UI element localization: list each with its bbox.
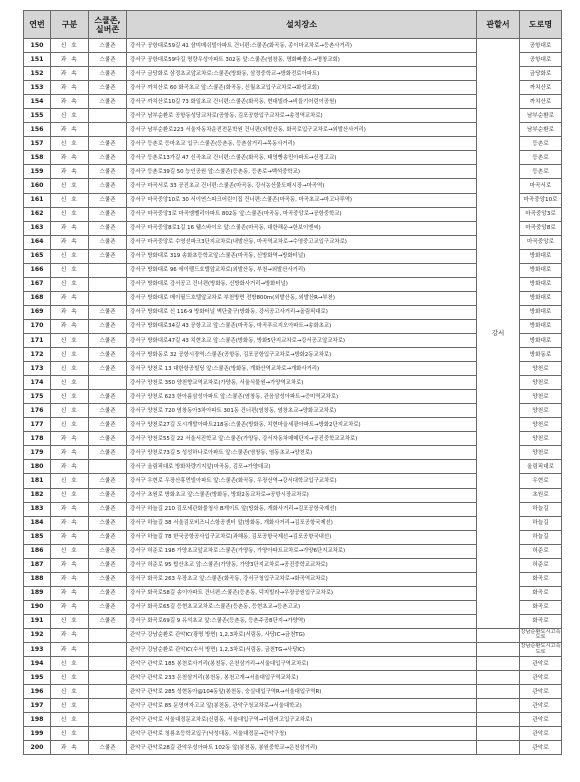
row-school-zone [89, 713, 127, 727]
table-row [24, 39, 562, 53]
row-type: 과 속 [51, 643, 89, 657]
header-school-zone-line2: 실버존 [95, 24, 120, 34]
row-type: 신 호 [51, 390, 89, 404]
row-location: 강서구 화곡로65길 등현초교교차로:스쿨존(등촌동, 등현초교→등촌고교) [127, 600, 477, 614]
row-road: 까치산로 [520, 81, 562, 95]
row-type: 과 속 [51, 741, 89, 755]
row-location: 강서구 방화동로 32 공항시장역:스쿨존(공항동, 김포공항입구교차로→방화2동교차로) [127, 348, 477, 362]
row-road: 공항대로 [520, 39, 562, 53]
row-school-zone: 스쿨존 [89, 418, 127, 432]
row-location: 관악구 강남순환로 관악IC(수서 방면) 1,2,3차로(서림동, 금천TG→사당IC) [127, 643, 477, 657]
row-number: 150 [24, 39, 51, 53]
row-road: 관악로 [520, 699, 562, 713]
row-school-zone: 스쿨존 [89, 586, 127, 600]
row-location: 관악구 관악로 185 봉천로사거리(봉천동, 은천삼거리→서울대입구역교차로) [127, 657, 477, 671]
row-type: 신 호 [51, 249, 89, 263]
row-number: 158 [24, 151, 51, 165]
row-number: 174 [24, 376, 51, 390]
row-type: 과 속 [51, 151, 89, 165]
row-type: 신 호 [51, 657, 89, 671]
row-school-zone: 스쿨존 [89, 741, 127, 755]
row-type: 과 속 [51, 291, 89, 305]
row-school-zone: 스쿨존 [89, 572, 127, 586]
row-type: 신 호 [51, 277, 89, 291]
row-school-zone [89, 628, 127, 642]
header-row [24, 11, 562, 39]
jurisdiction-cell-empty [477, 685, 520, 699]
row-road: 양천로 [520, 418, 562, 432]
row-school-zone: 스쿨존 [89, 474, 127, 488]
jurisdiction-cell-empty [477, 643, 520, 657]
row-road: 방화대로 [520, 333, 562, 347]
row-location: 강서구 남부순환로223 서울자동차운전전문학원 건너편(외발산동, 화곡로입구교차로→외발산사거리) [127, 123, 477, 137]
row-road: 마곡중앙3로 [520, 207, 562, 221]
row-school-zone [89, 291, 127, 305]
row-location: 강서구 하늘길 78 한국공항공사입구교차로(과해동, 김포공항국제선→김포공항국내선) [127, 530, 477, 544]
row-type: 신 호 [51, 376, 89, 390]
row-school-zone: 스쿨존 [89, 544, 127, 558]
row-number: 161 [24, 193, 51, 207]
row-location: 강서구 올림픽대로 방화차량기지앞(마곡동, 김포→가양대교) [127, 460, 477, 474]
row-road: 양천로 [520, 376, 562, 390]
row-road: 마곡중앙10로 [520, 193, 562, 207]
row-number: 151 [24, 53, 51, 67]
row-school-zone: 스쿨존 [89, 362, 127, 376]
row-number: 177 [24, 418, 51, 432]
table-row [24, 628, 562, 642]
row-type: 신 호 [51, 418, 89, 432]
row-number: 196 [24, 685, 51, 699]
row-number: 157 [24, 137, 51, 151]
row-road: 우현로 [520, 474, 562, 488]
row-number: 169 [24, 305, 51, 319]
row-location: 강서구 하늘길 38 서울김포비즈니스항공센터 앞(방화동, 개화사거리→김포공항국제선) [127, 516, 477, 530]
row-school-zone: 스쿨존 [89, 404, 127, 418]
row-type: 과 속 [51, 81, 89, 95]
row-type: 과 속 [51, 221, 89, 235]
table-row [24, 685, 562, 699]
jurisdiction-cell-empty [477, 699, 520, 713]
row-type: 신 호 [51, 699, 89, 713]
row-road: 허준로 [520, 544, 562, 558]
row-type: 과 속 [51, 460, 89, 474]
table-row [24, 741, 562, 755]
row-school-zone: 스쿨존 [89, 348, 127, 362]
row-type: 신 호 [51, 179, 89, 193]
row-type: 과 속 [51, 165, 89, 179]
row-school-zone: 스쿨존 [89, 39, 127, 53]
row-number: 171 [24, 333, 51, 347]
row-number: 170 [24, 319, 51, 333]
row-location: 강서구 양천로55길 22 서울서진학교 앞:스쿨존(가양동, 강서자동차매매단지→공진중학교교차로) [127, 432, 477, 446]
row-number: 178 [24, 432, 51, 446]
row-type: 과 속 [51, 530, 89, 544]
header-location: 설치장소 [127, 11, 477, 39]
row-number: 165 [24, 249, 51, 263]
row-number: 194 [24, 657, 51, 671]
document-sheet [23, 10, 561, 755]
row-number: 155 [24, 109, 51, 123]
row-location: 관악구 관악로 233 은천삼거리(봉천동, 봉천고개→서울대입구역교차로) [127, 671, 477, 685]
row-road: 방화대로 [520, 291, 562, 305]
row-location: 강서구 까치산로 60 화곡초교 앞:스쿨존(화곡동, 신월초교입구교차로→화성교회) [127, 81, 477, 95]
row-number: 168 [24, 291, 51, 305]
row-number: 189 [24, 586, 51, 600]
row-location: 강서구 화곡로 263 우장초교 앞:스쿨존(화곡동, 강서구청입구교차로→화곡역교차로) [127, 572, 477, 586]
row-location: 강서구 우현로 우장산휴먼빌아파트 앞:스쿨존(화곡동, 우장산역→강서대학교입구교차로) [127, 474, 477, 488]
row-type: 과 속 [51, 235, 89, 249]
row-road: 등촌로 [520, 165, 562, 179]
row-type: 과 속 [51, 53, 89, 67]
row-school-zone [89, 671, 127, 685]
jurisdiction-cell: 강서 [477, 39, 520, 629]
row-number: 152 [24, 67, 51, 81]
row-road: 방화대로 [520, 249, 562, 263]
row-location: 관악구 관악로 285 성현동아@104동앞(봉천동, 숭실대입구역R→서울대입구역R) [127, 685, 477, 699]
row-number: 153 [24, 81, 51, 95]
row-road: 하늘길 [520, 516, 562, 530]
row-road: 강남순환도시고속도로 [520, 643, 562, 657]
row-number: 188 [24, 572, 51, 586]
jurisdiction-cell-empty [477, 657, 520, 671]
table-row [24, 657, 562, 671]
row-location: 강서구 방화대로 319 송화초등학교앞:스쿨존(마곡동, 신방화역→방화터널) [127, 249, 477, 263]
row-school-zone: 스쿨존 [89, 614, 127, 628]
row-type: 과 속 [51, 600, 89, 614]
row-type: 과 속 [51, 516, 89, 530]
row-road: 마곡중앙로 [520, 235, 562, 249]
row-location: 강서구 금당화로 삼정초교앞교차로:스쿨존(방화동, 삼정중학교→방화전로아파트) [127, 67, 477, 81]
row-location: 강서구 방화대로 메이필드호텔앞교차로 부천방면 전방800m(외발산동, 외발산R→부천) [127, 291, 477, 305]
row-type: 과 속 [51, 305, 89, 319]
row-location: 강서구 초원로 방화초교 앞:스쿨존(방화동, 방화2동교차로→공항시장교차로) [127, 488, 477, 502]
row-number: 185 [24, 530, 51, 544]
row-school-zone: 스쿨존 [89, 207, 127, 221]
row-location: 강서구 방화대로 신 116-9 방화터널 벽단출구(방화동, 강서공고사거리→올림픽대로) [127, 305, 477, 319]
table-row [24, 671, 562, 685]
row-school-zone: 스쿨존 [89, 446, 127, 460]
row-number: 154 [24, 95, 51, 109]
header-no: 연번 [24, 11, 51, 39]
row-location: 강서구 방화대로 강서공고 건너편(방화동, 신방화사거리→방화터널) [127, 277, 477, 291]
row-road: 까치산로 [520, 95, 562, 109]
row-road: 하늘길 [520, 502, 562, 516]
row-number: 187 [24, 558, 51, 572]
row-road: 올림픽대로 [520, 460, 562, 474]
row-number: 179 [24, 446, 51, 460]
row-type: 신 호 [51, 713, 89, 727]
row-number: 182 [24, 488, 51, 502]
row-number: 159 [24, 165, 51, 179]
row-type: 신 호 [51, 544, 89, 558]
row-school-zone: 스쿨존 [89, 193, 127, 207]
row-road: 방화대로 [520, 263, 562, 277]
row-location: 강서구 하늘길 210 김포세관화물청사 B게이트 앞(방화동, 개화사거리→김포공항국제선) [127, 502, 477, 516]
row-number: 156 [24, 123, 51, 137]
row-school-zone [89, 123, 127, 137]
row-number: 193 [24, 643, 51, 657]
header-school-zone [89, 11, 127, 39]
row-location: 관악구 관악로 서울대정문교차로(신림동, 서울대입구역→미림여고입구교차로) [127, 713, 477, 727]
row-type: 과 속 [51, 628, 89, 642]
row-school-zone: 스쿨존 [89, 488, 127, 502]
row-school-zone [89, 685, 127, 699]
row-location: 강서구 등촌로13가길 47 신곡초교 건너편:스쿨존(화곡동, 태영빵송민아파트→신정고교) [127, 151, 477, 165]
row-location: 강서구 양천로27길 도시개발아파트218동:스쿨존(방화동, 치현마을세광아파트→방화2단지교차로) [127, 418, 477, 432]
row-type: 신 호 [51, 671, 89, 685]
table-row [24, 713, 562, 727]
row-school-zone [89, 657, 127, 671]
table-row [24, 727, 562, 741]
row-road: 양천로 [520, 446, 562, 460]
row-location: 강서구 화곡로69길 9 유석초교 앞:스쿨존(등촌동, 등촌주공8단지→가양역) [127, 614, 477, 628]
row-road: 강남순환도시고속도로 [520, 628, 562, 642]
row-type: 과 속 [51, 95, 89, 109]
row-location: 강서구 방화대로 96 에이펠드호텔앞교차로(외발산동, 부천→외발산사거리) [127, 263, 477, 277]
row-road: 관악로 [520, 671, 562, 685]
row-type: 과 속 [51, 123, 89, 137]
row-type: 신 호 [51, 488, 89, 502]
row-school-zone: 스쿨존 [89, 81, 127, 95]
row-road: 허준로 [520, 558, 562, 572]
row-type: 신 호 [51, 727, 89, 741]
row-school-zone: 스쿨존 [89, 558, 127, 572]
row-location: 강서구 화곡로58길 송이아파트 건너편:스쿨존(등촌동, 덕지빌라→우장공원입구교차로) [127, 586, 477, 600]
row-road: 양천로 [520, 390, 562, 404]
row-number: 186 [24, 544, 51, 558]
row-location: 강서구 공항대로59다길 명량우성아파트 302동 앞:스쿨존(염창동, 명화빠졸소→명창교회) [127, 53, 477, 67]
row-location: 강서구 마곡서로 33 공진초교 건너편:스쿨존(마곡동, 강서농산물도매시장→마곡역) [127, 179, 477, 193]
row-type: 신 호 [51, 614, 89, 628]
row-number: 180 [24, 460, 51, 474]
row-location: 강서구 허준로 95 탑산초교 앞:스쿨존(가양동, 가양3단지교차로→공진중학교교차로) [127, 558, 477, 572]
row-road: 화곡로 [520, 586, 562, 600]
row-location: 강서구 마곡중앙3로 마곡엠벨리아파트 802동 앞:스쿨존(마곡동, 마곡중앙로→공항중학교) [127, 207, 477, 221]
row-type: 과 속 [51, 446, 89, 460]
row-school-zone: 스쿨존 [89, 165, 127, 179]
row-number: 191 [24, 614, 51, 628]
row-number: 190 [24, 600, 51, 614]
row-type: 신 호 [51, 193, 89, 207]
row-school-zone: 스쿨존 [89, 502, 127, 516]
row-number: 173 [24, 362, 51, 376]
jurisdiction-cell-empty [477, 671, 520, 685]
row-type: 과 속 [51, 67, 89, 81]
row-location: 관악구 관악로 청룡초등학교입구(낙성대동, 서울대정문→관악구청) [127, 727, 477, 741]
row-location: 강서구 양천로 350 양천향교역교차로(가양동, 서울식물원→가양역교차로) [127, 376, 477, 390]
row-location: 강서구 양천로 623 한아름삼성아파트 앞:스쿨존(염창동, 관음삼성아파트→증미역교차로) [127, 390, 477, 404]
row-number: 198 [24, 713, 51, 727]
row-location: 강서구 공항대로59길 41 삼미매쉬빌아파트 건너편:스쿨존(화곡동, 종이마교차로→등촌사거리) [127, 39, 477, 53]
row-school-zone: 스쿨존 [89, 249, 127, 263]
row-location: 강서구 허준로 198 가양초교앞교차로:스쿨존(가양동, 가양아파트교차로→가양6단지교차로) [127, 544, 477, 558]
row-number: 184 [24, 516, 51, 530]
row-number: 183 [24, 502, 51, 516]
row-location: 강서구 양천로 720 염창동아3차아파트 301동 건너편(염창동, 염창초교→양화교교차로) [127, 404, 477, 418]
table-row [24, 643, 562, 657]
enforcement-location-table [23, 10, 562, 755]
row-road: 남부순환로 [520, 123, 562, 137]
header-school-zone-line1: 스쿨존, [94, 15, 121, 25]
row-road: 방화대로 [520, 305, 562, 319]
table-row [24, 699, 562, 713]
row-road: 관악로 [520, 685, 562, 699]
row-school-zone [89, 643, 127, 657]
row-school-zone [89, 109, 127, 123]
row-road: 방화동로 [520, 348, 562, 362]
row-type: 과 속 [51, 502, 89, 516]
row-road: 등촌로 [520, 137, 562, 151]
row-school-zone: 스쿨존 [89, 53, 127, 67]
row-school-zone: 스쿨존 [89, 600, 127, 614]
row-road: 마곡서로 [520, 179, 562, 193]
row-road: 하늘길 [520, 530, 562, 544]
row-type: 과 속 [51, 432, 89, 446]
row-school-zone: 스쿨존 [89, 530, 127, 544]
row-road: 양천로 [520, 404, 562, 418]
row-type: 과 속 [51, 558, 89, 572]
row-number: 162 [24, 207, 51, 221]
row-number: 176 [24, 404, 51, 418]
row-road: 양천로 [520, 362, 562, 376]
row-school-zone: 스쿨존 [89, 390, 127, 404]
row-location: 관악구 관악로 85 문영여자고교 앞(봉천동, 관악구청교차로→서울대학교) [127, 699, 477, 713]
header-road: 도로명 [520, 11, 562, 39]
row-road: 방화대로 [520, 277, 562, 291]
table-body [24, 39, 562, 755]
jurisdiction-cell-empty [477, 628, 520, 642]
row-type: 신 호 [51, 404, 89, 418]
row-number: 164 [24, 235, 51, 249]
jurisdiction-cell-empty [477, 741, 520, 755]
row-school-zone: 스쿨존 [89, 151, 127, 165]
row-school-zone: 스쿨존 [89, 319, 127, 333]
row-number: 160 [24, 179, 51, 193]
row-type: 신 호 [51, 109, 89, 123]
row-type: 신 호 [51, 474, 89, 488]
row-number: 199 [24, 727, 51, 741]
row-school-zone: 스쿨존 [89, 179, 127, 193]
header-jurisdiction: 관할서 [477, 11, 520, 39]
row-type: 과 속 [51, 586, 89, 600]
row-type: 신 호 [51, 362, 89, 376]
row-road: 화곡로 [520, 600, 562, 614]
row-number: 172 [24, 348, 51, 362]
row-road: 양천로 [520, 432, 562, 446]
row-number: 200 [24, 741, 51, 755]
row-school-zone: 스쿨존 [89, 67, 127, 81]
row-road: 관악로 [520, 741, 562, 755]
row-number: 175 [24, 390, 51, 404]
row-road: 관악로 [520, 727, 562, 741]
row-number: 197 [24, 699, 51, 713]
row-road: 금당화로 [520, 67, 562, 81]
row-location: 관악구 강남순환로 관악IC(광명 방면) 1,2,3차로(서림동, 사당IC→금천TG) [127, 628, 477, 642]
row-school-zone: 스쿨존 [89, 221, 127, 235]
row-location: 강서구 마곡중앙10로 30 서이연스파크어린이집 건너편:스쿨존(마곡동, 마곡초교→마고나루역) [127, 193, 477, 207]
row-road: 관악로 [520, 657, 562, 671]
row-type: 신 호 [51, 333, 89, 347]
row-road: 등촌로 [520, 151, 562, 165]
row-number: 167 [24, 277, 51, 291]
row-school-zone: 스쿨존 [89, 95, 127, 109]
row-road: 화곡로 [520, 572, 562, 586]
row-school-zone: 스쿨존 [89, 137, 127, 151]
row-location: 강서구 양천로 13 대한항공빌딩 앞:스쿨존(방화동, 개화산역교차로→개화사거리) [127, 362, 477, 376]
row-location: 강서구 까치산로10길 73 화일초교 건너편:스쿨존(화곡동, 현대빌라→비들기어린이공원) [127, 95, 477, 109]
row-location: 강서구 마곡중앙8로1길 16 웰스바이오 앞:스쿨존(마곡동, 대한해운→한보이엔씨) [127, 221, 477, 235]
row-location: 강서구 방화대로47길 43 치현초교 앞:스쿨존(방화동, 방화5단지교차로→강서공고앞교차로) [127, 333, 477, 347]
row-number: 166 [24, 263, 51, 277]
row-number: 181 [24, 474, 51, 488]
row-number: 192 [24, 628, 51, 642]
jurisdiction-cell-empty [477, 713, 520, 727]
row-type: 과 속 [51, 572, 89, 586]
header-type: 구분 [51, 11, 89, 39]
row-type: 신 호 [51, 263, 89, 277]
row-school-zone: 스쿨존 [89, 432, 127, 446]
row-school-zone: 스쿨존 [89, 333, 127, 347]
row-school-zone [89, 376, 127, 390]
row-type: 신 호 [51, 39, 89, 53]
row-number: 195 [24, 671, 51, 685]
row-school-zone: 스쿨존 [89, 516, 127, 530]
row-school-zone: 스쿨존 [89, 305, 127, 319]
row-type: 신 호 [51, 207, 89, 221]
row-road: 마곡중앙8로 [520, 221, 562, 235]
row-type: 신 호 [51, 685, 89, 699]
row-location: 강서구 남부순환로 공항동성당교차로(공항동, 김포공항입구교차로→송정역교차로) [127, 109, 477, 123]
row-school-zone [89, 460, 127, 474]
row-type: 신 호 [51, 137, 89, 151]
row-school-zone [89, 699, 127, 713]
row-location: 강서구 마곡중앙로 수영선파크3단지교차로(내발산동, 마곡역교차로→수영중고교입구교차로) [127, 235, 477, 249]
row-location: 강서구 등촌로39길 50 능인공원 앞:스쿨존(등촌동, 등촌로→백석중학교) [127, 165, 477, 179]
row-school-zone [89, 263, 127, 277]
row-road: 초원로 [520, 488, 562, 502]
row-road: 공항대로 [520, 53, 562, 67]
row-type: 신 호 [51, 348, 89, 362]
jurisdiction-cell-empty [477, 727, 520, 741]
row-location: 강서구 양천로73길 5 성성하나로아파트 앞:스쿨존(염창동, 염동초교→양천로) [127, 446, 477, 460]
row-road: 남부순환로 [520, 109, 562, 123]
row-location: 강서구 등촌로 등마초교 입구:스쿨존(등촌동, 등촌삼거리→목동사거리) [127, 137, 477, 151]
row-location: 강서구 방화대로34길 43 공항고교 앞:스쿨존(마곡동, 마곡푸르지오아파트→송화초교) [127, 319, 477, 333]
row-road: 화곡로 [520, 614, 562, 628]
row-school-zone [89, 727, 127, 741]
row-school-zone [89, 277, 127, 291]
row-school-zone: 스쿨존 [89, 235, 127, 249]
row-road: 관악로 [520, 713, 562, 727]
row-type: 과 속 [51, 319, 89, 333]
row-number: 163 [24, 221, 51, 235]
row-location: 관악구 관악로28길 관악우성아파트 102동 앞(봉천동, 봉원중학교→은천삼거리) [127, 741, 477, 755]
row-road: 방화대로 [520, 319, 562, 333]
